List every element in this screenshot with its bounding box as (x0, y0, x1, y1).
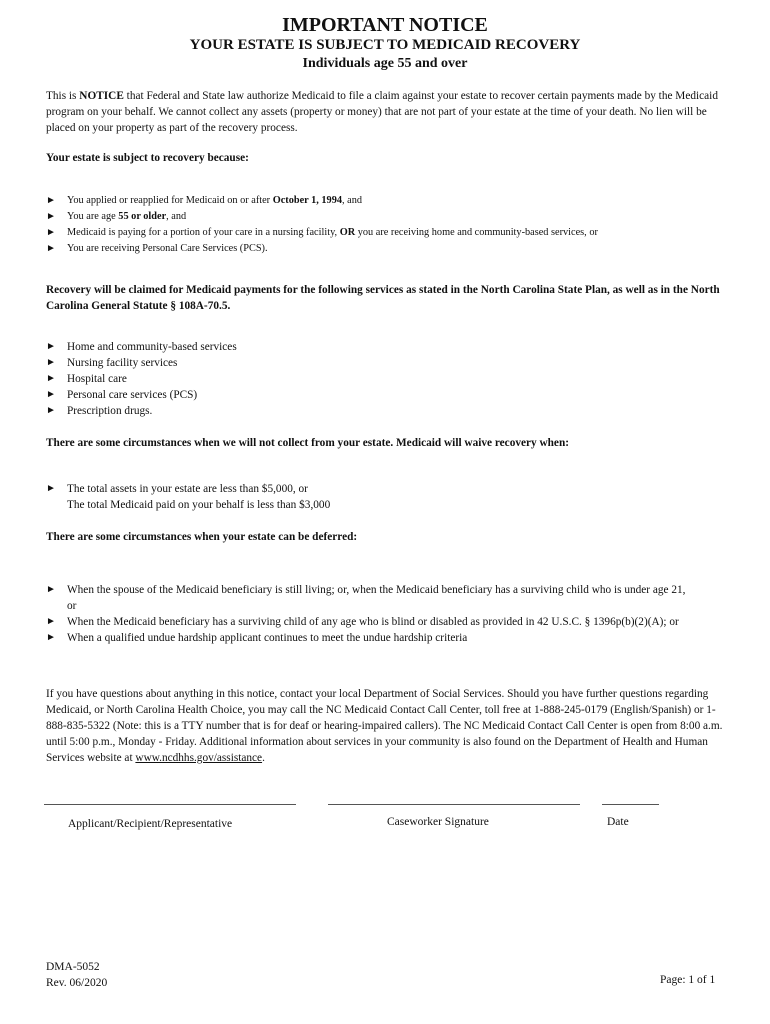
bullet-arrow-icon: ► (46, 632, 56, 643)
bullet-arrow-icon: ► (46, 211, 56, 222)
applicant-label: Applicant/Recipient/Representative (68, 818, 233, 830)
contact-paragraph: If you have questions about anything in this notice, contact your local Department of Social Services. Should you have further questions regarding Medicaid, or North Carolina Health Choice, you may call the NC Medicaid Contact Call Center, toll free at 1-888-245-0179 (English/Spanish) or 1-888-835-5322 (Note: this is a TTY number that is for deaf or hearing-impaired callers). The NC Medicaid Contact Call Center is open from 8:00 a.m. until 5:00 p.m., Monday - Friday. Additional information about services in your community is also found on the Department of Health and Human Services website at www.ncdhhs.gov/assistance. (46, 688, 723, 764)
list-item: ► You are receiving Personal Care Services (PCS). (46, 241, 726, 257)
bullet-arrow-icon: ► (46, 584, 56, 595)
list-item: ► Personal care services (PCS) (46, 389, 198, 401)
bullet-arrow-icon: ► (46, 616, 56, 627)
list-item: ► Medicaid is paying for a portion of your care in a nursing facility, OR you are receiving home and community-based services, or (46, 225, 726, 241)
defer-list (46, 582, 696, 646)
list-item: ► Home and community-based services (46, 341, 237, 353)
waive-list (46, 481, 726, 513)
list-item: ► When a qualified undue hardship applicant continues to meet the undue hardship criteria (46, 632, 468, 644)
caseworker-label: Caseworker Signature (387, 816, 489, 828)
subject-heading: Your estate is subject to recovery because: (46, 152, 249, 164)
bullet-arrow-icon: ► (46, 195, 56, 206)
caseworker-signature-line[interactable] (328, 804, 580, 805)
list-item: ► You are age 55 or older, and (46, 209, 726, 225)
list-item: ► Hospital care (46, 373, 127, 385)
applicant-signature-line[interactable] (44, 804, 296, 805)
page-number: Page: 1 of 1 (660, 974, 716, 986)
bullet-arrow-icon: ► (46, 357, 56, 368)
list-item: ► The total assets in your estate are less than $5,000, or The total Medicaid paid on your behalf is less than $3,000 (46, 483, 331, 511)
list-item: ► Prescription drugs. (46, 405, 153, 417)
list-item: ► When the Medicaid beneficiary has a surviving child of any age who is blind or disabled as provided in 42 U.S.C. § 1396p(b)(2)(A); or (46, 616, 679, 628)
bullet-arrow-icon: ► (46, 389, 56, 400)
subject-list (46, 193, 726, 257)
list-item: ► You applied or reapplied for Medicaid on or after October 1, 1994, and (46, 193, 726, 209)
services-list (46, 339, 726, 419)
bullet-arrow-icon: ► (46, 227, 56, 238)
date-line[interactable] (602, 804, 659, 805)
bullet-arrow-icon: ► (46, 243, 56, 254)
bullet-arrow-icon: ► (46, 341, 56, 352)
notice-word: NOTICE (79, 90, 124, 102)
date-label: Date (607, 816, 629, 828)
bullet-arrow-icon: ► (46, 373, 56, 384)
services-heading: Recovery will be claimed for Medicaid payments for the following services as stated in the North Carolina State Plan, as well as in the North Carolina General Statute § 108A-70.5. (46, 284, 720, 312)
dhhs-website-link[interactable]: www.ncdhhs.gov/assistance (135, 752, 263, 764)
list-item: ► When the spouse of the Medicaid beneficiary is still living; or, when the Medicaid beneficiary has a surviving child who is under age 21, or (46, 584, 686, 612)
defer-heading: There are some circumstances when your estate can be deferred: (46, 531, 358, 543)
intro-paragraph: This is NOTICE that Federal and State law authorize Medicaid to file a claim against your estate to recover certain payments made by the Medicaid program on your behalf. We cannot collect any assets (property or money) that are not part of your estate at the time of your death. No lien will be placed on your property as part of the recovery process. (46, 90, 718, 134)
bullet-arrow-icon: ► (46, 405, 56, 416)
bullet-arrow-icon: ► (46, 483, 56, 494)
page-subtitle: YOUR ESTATE IS SUBJECT TO MEDICAID RECOVERY (189, 37, 581, 53)
revision-date: Rev. 06/2020 (46, 977, 108, 989)
audience-line: Individuals age 55 and over (302, 56, 468, 71)
waive-heading: There are some circumstances when we will not collect from your estate. Medicaid will waive recovery when: (46, 437, 569, 449)
form-id: DMA-5052 (46, 961, 100, 973)
list-item: ► Nursing facility services (46, 357, 178, 369)
page-title: IMPORTANT NOTICE (282, 14, 488, 36)
